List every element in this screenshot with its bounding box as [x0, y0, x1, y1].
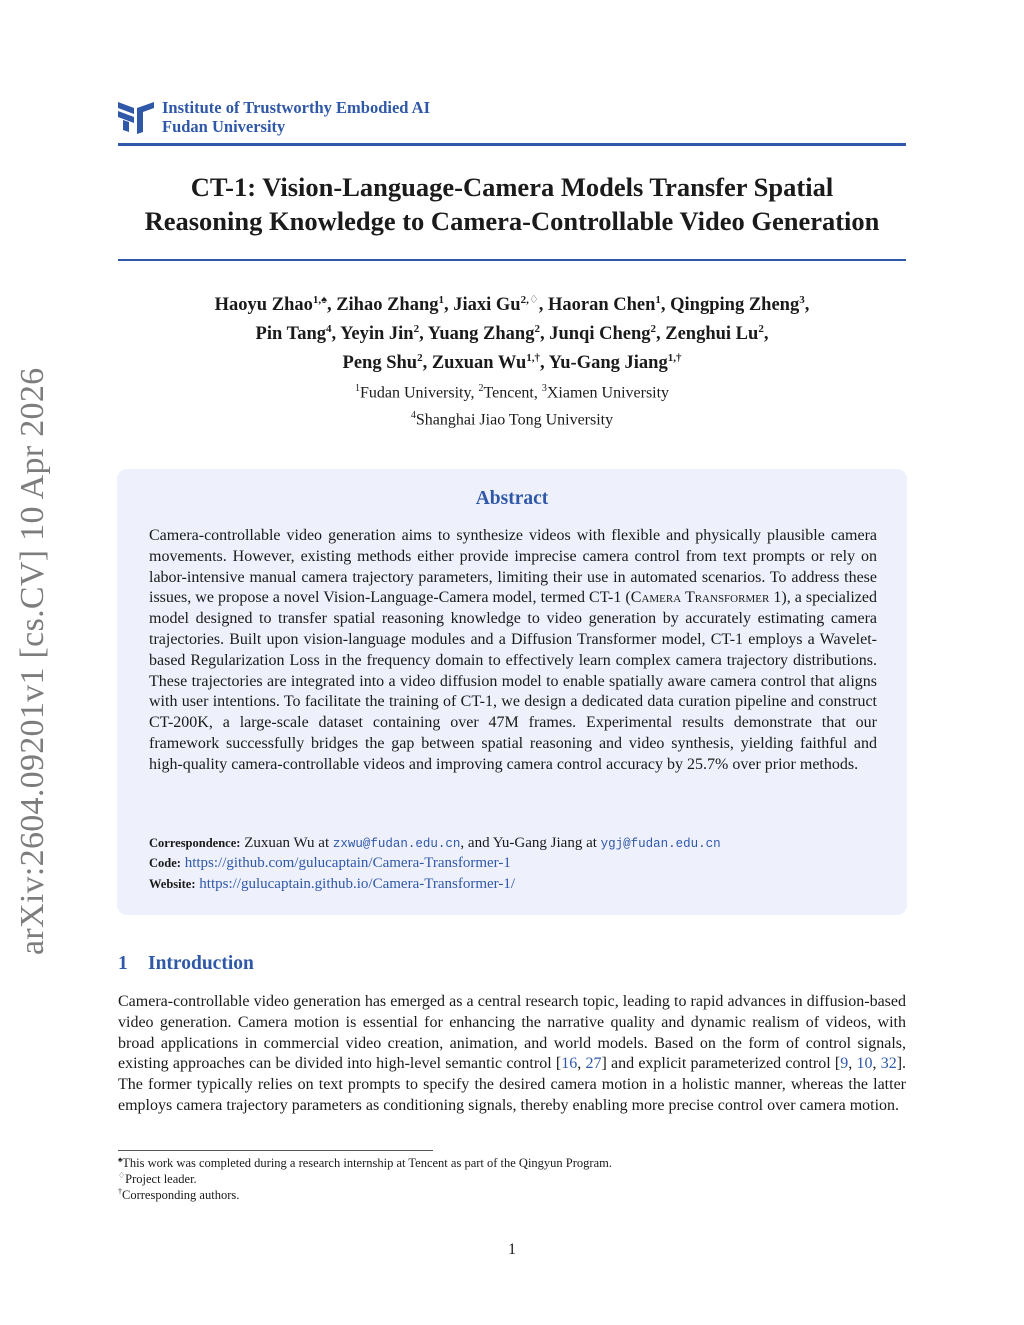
institute-name [162, 98, 430, 136]
website-line [149, 874, 889, 894]
footnote-rule [118, 1150, 433, 1151]
author-name: Zihao Zhang [336, 295, 439, 316]
intro-text-2: ] and explicit parameterized control [ [601, 1055, 841, 1073]
institute-logo-icon [118, 100, 154, 134]
affil-sup: 3 [541, 383, 547, 394]
citation-link[interactable]: 32 [880, 1055, 897, 1073]
citation-link[interactable]: 9 [840, 1055, 849, 1073]
authors-line-1: Haoyu Zhao$^{1,♠}$, Zihao Zhang$^1$, Jiaxi $Gu^{2,♢}$, Haoran Chen$^1$, Qingping Zheng$^3$, [214, 294, 810, 316]
author-sup: 2 [650, 323, 656, 336]
author-sup: 3 [799, 294, 805, 306]
author-name: Zuxuan Wu [431, 353, 527, 374]
author-name: Jiaxi Gu [453, 295, 521, 316]
author-sup: 1,♠ [312, 294, 327, 306]
author-name: Zenghui Lu [665, 324, 759, 345]
affil-name: Xiamen University [546, 384, 670, 402]
affil-sup: 2 [478, 383, 484, 394]
intro-text-3: ]. The former typically relies on text prompts to specify the desired camera motion in a holistic manner, whereas the latter employs camera trajectory parameters as conditioning signals, thereby enabling more precise control over camera motion. [118, 1055, 907, 1114]
author-sup: 1,† [526, 352, 541, 365]
affiliations-line-2 [118, 406, 906, 430]
affil-name: Shanghai Jiao Tong University [415, 411, 614, 429]
author-name: Peng Shu [342, 353, 418, 374]
intro-text-1: Camera-controllable video generation has emerged as a central research topic, leading to rapid advances in diffusion-based video generation. Camera motion is essential for enhancing the narrative quality and dynamic realism of videos, with broad applications in commercial video creation, animation, and world models. Based on the form of control signals, existing approaches can be divided into high-level semantic control [ [118, 993, 906, 1073]
affiliations-line-1: $^1$Fudan University, $^2$Tencent, $^3$Xiamen University [354, 383, 670, 402]
author-name: Junqi Cheng [549, 324, 651, 345]
abstract-small-caps: Camera Transformer [630, 589, 770, 607]
footnote-mark: † [118, 1187, 122, 1196]
section-title: Introduction [148, 953, 254, 974]
institute-line-1: Institute of Trustworthy Embodied AI [162, 98, 431, 117]
author-name: Haoran Chen [547, 295, 656, 316]
author-name: Yuang Zhang [427, 324, 535, 345]
introduction-paragraph [118, 992, 906, 1117]
affil-name: Fudan University [359, 384, 471, 402]
author-name: Yeyin Jin [340, 324, 414, 345]
author-sup: 2 [417, 352, 423, 365]
footnote-text: This work was completed during a research internship at Tencent as part of the Qingyun Program. [122, 1156, 612, 1171]
header-rule [118, 143, 906, 146]
title-line-1: CT-1: Vision-Language-Camera Models Transfer Spatial [190, 172, 834, 202]
authors-line-3: Peng Shu$^2$, Zuxuan $Wu^{1,\dagger}$, Yu-Gang Jiang$^{1,\dagger}$ [342, 352, 682, 374]
author-sup: 2 [413, 323, 420, 336]
author-sup: 1 [655, 294, 661, 306]
author-list [118, 288, 906, 375]
citation-separator: , [872, 1055, 881, 1073]
abstract-text-part-2: 1), a specialized model designed to transfer spatial reasoning knowledge to video generation by accurately estimating camera trajectories. Built upon vision-language modules and a Diffusion Transformer model, CT-1 employs a Wavelet-based Regularization Loss in the frequency domain to effectively learn complex camera trajectory distributions. These trajectories are integrated into a video diffusion model to enable spatially aware camera control that aligns with user intentions. To facilitate the training of CT-1, we design a dedicated data curation pipeline and construct CT-200K, a large-scale dataset containing over 47M frames. Experimental results demonstrate that our framework successfully bridges the gap between spatial reasoning and video synthesis, yielding faithful and high-quality camera-controllable videos and improving camera control accuracy by 25.7% over prior methods. [149, 589, 878, 773]
citation-link[interactable]: 10 [856, 1055, 873, 1073]
website-link[interactable]: https://gulucaptain.github.io/Camera-Transformer-1/ [199, 876, 516, 892]
code-label: Code: [149, 856, 181, 870]
code-line [149, 853, 889, 873]
correspondence-person-2: , and Yu-Gang Jiang at [460, 835, 601, 851]
correspondence-label: Correspondence: [149, 836, 241, 850]
abstract-text-part-1: Camera-controllable video generation aims to synthesize videos with flexible and physically plausible camera movements. However, existing methods either provide imprecise camera control from text prompts or rely on labor-intensive manual camera trajectory parameters, limiting their use in automated scenarios. To address these issues, we propose a novel Vision-Language-Camera model, termed CT-1 ( [149, 527, 877, 607]
institute-line-2: Fudan University [162, 117, 286, 136]
abstract-heading: Abstract [475, 488, 549, 509]
section-heading-introduction [118, 953, 254, 975]
author-sup: 2,♢ [520, 294, 539, 306]
page-number: 1 [508, 1241, 516, 1258]
affil-sup: 1 [354, 383, 360, 394]
author-sup: 1,† [667, 352, 682, 365]
author-name: Yu-Gang Jiang [548, 353, 668, 374]
author-sup: 4 [326, 323, 332, 336]
author-sup: 2 [534, 323, 540, 336]
citation-separator: , [577, 1055, 586, 1073]
author-sup: 1 [438, 294, 445, 306]
footnote-mark: ♢ [118, 1171, 126, 1180]
affil-sup: 4 [410, 410, 416, 421]
citation-separator: , [848, 1055, 857, 1073]
author-name: Qingping Zheng [670, 295, 800, 316]
authors-line-2: Pin Tang$^4$, Yeyin Jin$^2$, Yuang Zhang$^2$, Junqi Cheng$^2$, Zenghui Lu$^2$, [255, 323, 769, 345]
email-link-2[interactable]: ygj@fudan.edu.cn [600, 837, 721, 851]
correspondence-person-1: Zuxuan Wu at [244, 835, 333, 851]
title-rule [118, 259, 906, 261]
footnote-3 [118, 1184, 906, 1203]
email-link-1[interactable]: zxwu@fudan.edu.cn [332, 837, 461, 851]
arxiv-stamp: arXiv:2604.09201v1 [cs.CV] 10 Apr 2026 [14, 367, 51, 955]
footnote-text: Corresponding authors. [122, 1188, 240, 1203]
title-line-2: Reasoning Knowledge to Camera-Controllable Video Generation [144, 206, 880, 236]
footnote-mark: ♠ [118, 1155, 123, 1164]
website-label: Website: [149, 877, 196, 891]
paper-title [118, 170, 906, 238]
author-sup: 2 [758, 323, 764, 336]
citation-link[interactable]: 16 [561, 1055, 578, 1073]
author-name: Haoyu Zhao [214, 295, 313, 316]
correspondence-line [149, 833, 889, 854]
section-number: 1 [118, 953, 128, 974]
code-link[interactable]: https://github.com/gulucaptain/Camera-Transformer-1 [184, 855, 511, 871]
abstract-text [149, 526, 877, 776]
author-name: Pin Tang [255, 324, 326, 345]
citation-link[interactable]: 27 [585, 1055, 602, 1073]
footnote-text: Project leader. [125, 1172, 197, 1187]
affil-name: Tencent [483, 384, 534, 402]
